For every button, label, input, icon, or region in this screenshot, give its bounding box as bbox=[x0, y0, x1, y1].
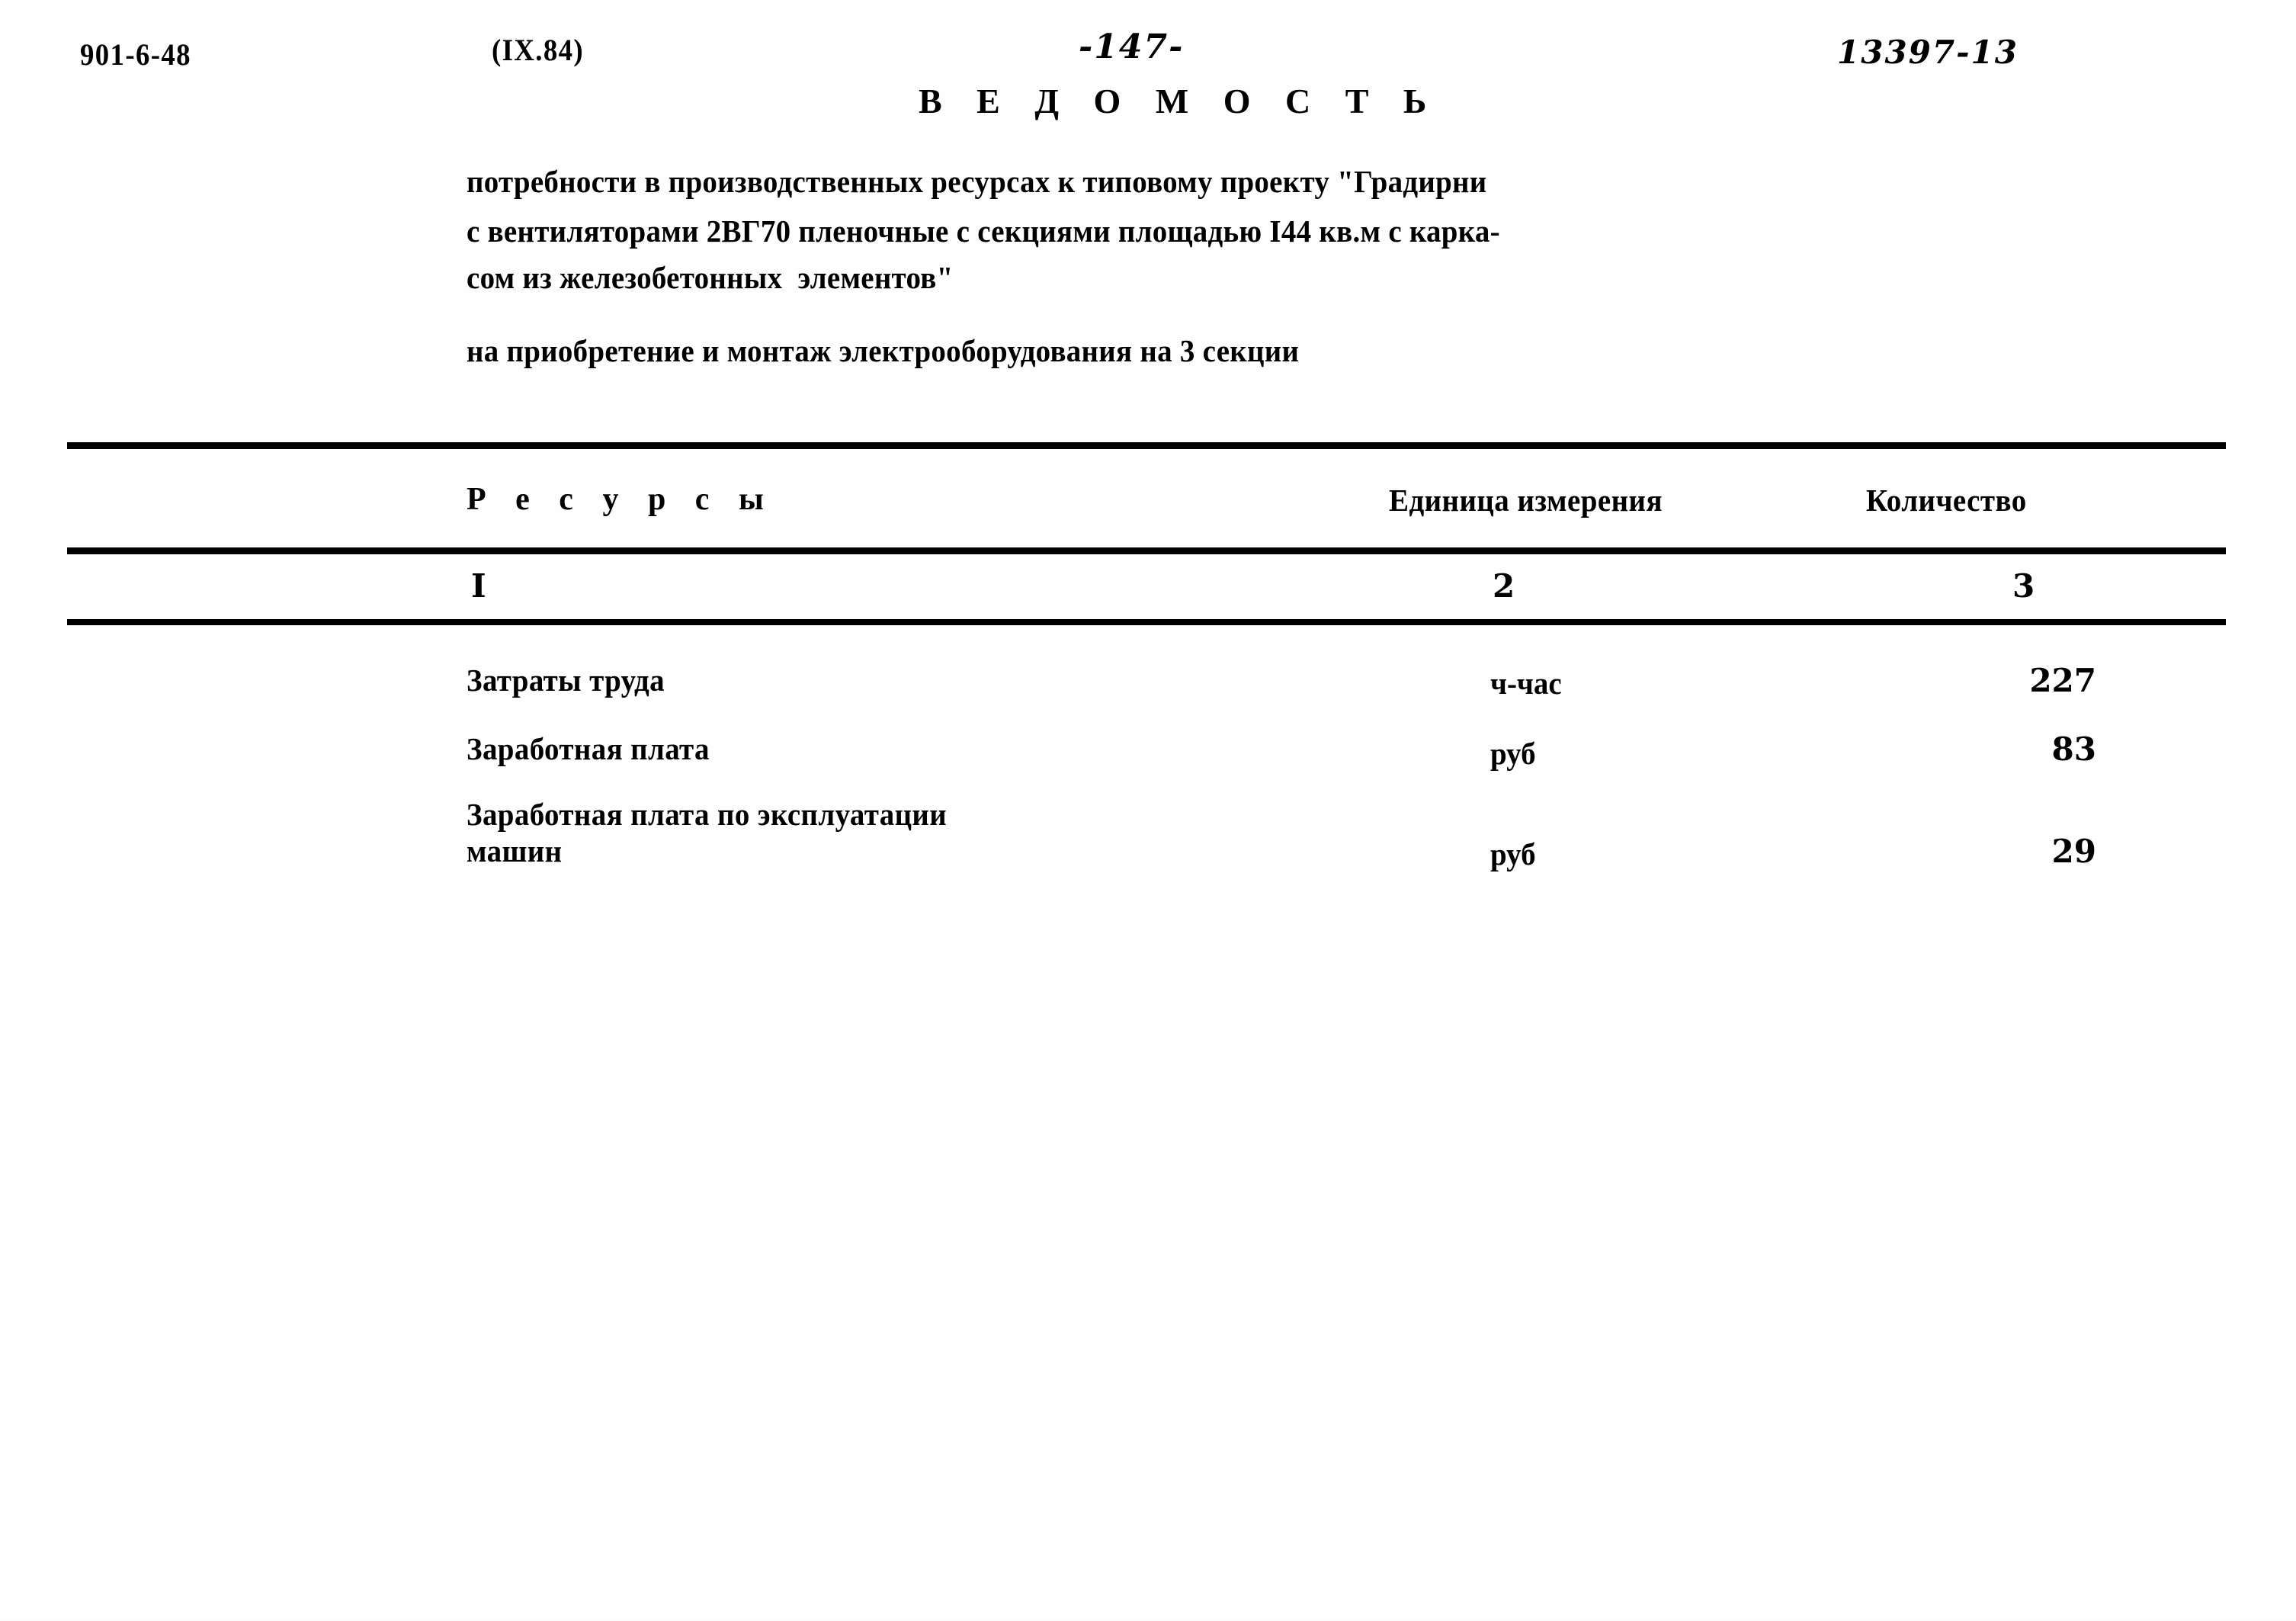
cell-resource-name-continued: машин bbox=[467, 833, 563, 868]
column-header-quantity: Количество bbox=[1866, 483, 2027, 518]
revision-date: (IX.84) bbox=[492, 33, 585, 67]
cell-quantity: 29 bbox=[2051, 833, 2096, 870]
table-rule-colnum bbox=[67, 619, 2226, 625]
subtitle-line-1: потребности в производственных ресурсах к типовому проекту "Градирни bbox=[467, 164, 1487, 199]
subtitle-line-2: с вентиляторами 2ВГ70 пленочные с секциями площадью I44 кв.м с карка- bbox=[467, 213, 1500, 249]
table-rule-header bbox=[67, 547, 2226, 554]
cell-resource-name: Заработная плата по эксплуатации bbox=[467, 797, 948, 832]
scope-line: на приобретение и монтаж электрооборудования на 3 секции bbox=[467, 333, 1300, 368]
cell-unit: ч-час bbox=[1490, 666, 1562, 701]
cell-resource-name: Затраты труда bbox=[467, 663, 665, 698]
subtitle-line-3: сом из железобетонных элементов" bbox=[467, 260, 954, 295]
archive-code: 13397-13 bbox=[1837, 34, 2019, 71]
cell-quantity: 83 bbox=[2051, 730, 2096, 768]
table-rule-top bbox=[67, 442, 2226, 449]
cell-quantity: 227 bbox=[2029, 662, 2096, 699]
column-header-resources: Р е с у р с ы bbox=[467, 482, 774, 517]
page-title: В Е Д О М О С Т Ь bbox=[919, 82, 1440, 120]
cell-unit: руб bbox=[1490, 836, 1536, 871]
column-number-unit: 2 bbox=[1493, 567, 1515, 605]
cell-resource-name: Заработная плата bbox=[467, 731, 710, 766]
column-number-quantity: 3 bbox=[2012, 567, 2035, 605]
cell-unit: руб bbox=[1490, 736, 1536, 771]
column-number-resources: I bbox=[471, 567, 486, 605]
page-number: -147- bbox=[1079, 27, 1185, 66]
column-header-unit: Единица измерения bbox=[1389, 483, 1663, 518]
series-code: 901-6-48 bbox=[80, 37, 191, 72]
